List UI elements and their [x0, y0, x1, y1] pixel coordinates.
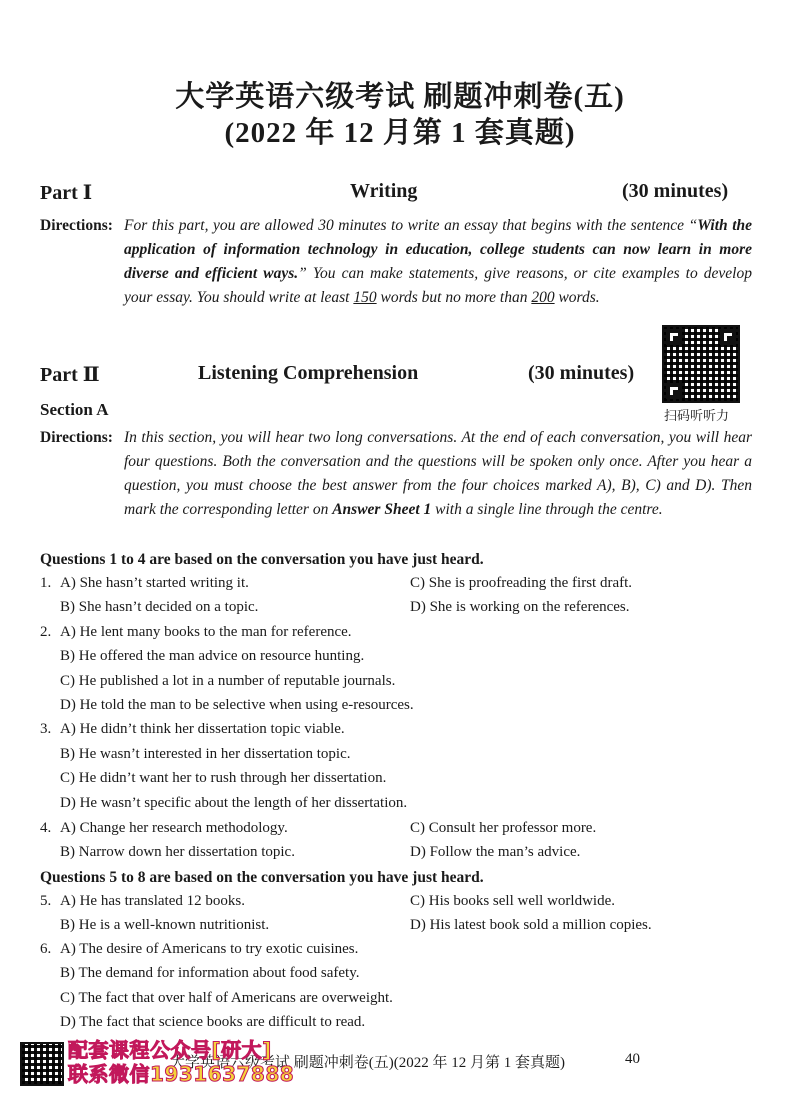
part2-directions — [40, 426, 752, 522]
option-b: B) The demand for information about food safety. — [60, 965, 360, 981]
option-c: C) She is proofreading the first draft. — [410, 575, 633, 591]
directions-label: Directions: — [40, 217, 113, 234]
directions-text: For this part, you are allowed 30 minutes to write an essay that begins with the sentence “ — [124, 217, 698, 234]
part1-name: Writing — [350, 180, 418, 202]
question-number: 6. — [40, 941, 52, 957]
directions-label: Directions: — [40, 429, 113, 446]
part2-name: Listening Comprehension — [198, 362, 419, 384]
question-number: 3. — [40, 721, 52, 737]
min-words: 150 — [353, 289, 377, 306]
watermark-stamp — [68, 1038, 294, 1086]
option-a: A) He has translated 12 books. — [60, 893, 245, 909]
page-title: 大学英语六级考试 刷题冲刺卷(五) — [175, 81, 625, 113]
option-a: A) He lent many books to the man for reference. — [60, 624, 352, 640]
option-a: A) He didn’t think her dissertation topic viable. — [60, 721, 345, 737]
option-d: D) He told the man to be selective when using e-resources. — [60, 697, 414, 713]
question-group-heading: Questions 5 to 8 are based on the conversation you have just heard. — [40, 869, 484, 886]
option-c: C) He published a lot in a number of reputable journals. — [60, 673, 396, 689]
section-a-heading: Section A — [40, 400, 109, 419]
part1-time: (30 minutes) — [622, 180, 729, 202]
option-d: D) The fact that science books are difficult to read. — [60, 1014, 366, 1030]
option-c: C) The fact that over half of Americans are overweight. — [60, 990, 393, 1006]
directions-text: words but no more than — [376, 289, 532, 306]
option-a: A) Change her research methodology. — [60, 820, 288, 836]
part2-label: Part Ⅱ — [40, 364, 100, 386]
page-number: 40 — [625, 1051, 640, 1067]
option-d: D) He wasn’t specific about the length of her dissertation. — [60, 795, 408, 811]
option-b: B) He wasn’t interested in her dissertation topic. — [60, 746, 351, 762]
directions-text: with a single line through the centre. — [431, 501, 663, 518]
option-b: B) He offered the man advice on resource hunting. — [60, 648, 365, 664]
option-d: D) His latest book sold a million copies. — [410, 917, 652, 933]
option-a: A) She hasn’t started writing it. — [60, 575, 249, 591]
question-number: 4. — [40, 820, 52, 836]
option-c: C) His books sell well worldwide. — [410, 893, 615, 909]
option-d: D) She is working on the references. — [410, 599, 630, 615]
option-b: B) He is a well-known nutritionist. — [60, 917, 270, 933]
part2-time: (30 minutes) — [528, 362, 635, 384]
option-d: D) Follow the man’s advice. — [410, 844, 581, 860]
option-c: C) He didn’t want her to rush through her dissertation. — [60, 770, 387, 786]
part1-directions-text — [124, 214, 752, 310]
part1-label: Part Ⅰ — [40, 182, 93, 204]
directions-text: In this section, you will hear two long conversations. At the end of each conversation, you will hear four questions. Both the conversation and the questions will be spoken only once. After you hear a question, you must choose the best answer from the four choices marked A), B), C) and D). Then mark the corresponding letter on — [124, 429, 752, 518]
part2-directions-text — [124, 426, 752, 522]
option-b: B) She hasn’t decided on a topic. — [60, 599, 259, 615]
page-footer: 大学英语六级考试 刷题冲刺卷(五)(2022 年 12 月第 1 套真题) — [170, 1055, 565, 1071]
question-number: 2. — [40, 624, 52, 640]
part1-directions — [40, 214, 752, 310]
directions-text: ” You can make statements, give reasons, or cite examples to develop your essay. You should write at least — [124, 265, 752, 306]
directions-text: words. — [554, 289, 600, 306]
answer-sheet-ref: Answer Sheet 1 — [332, 501, 432, 518]
question-number: 1. — [40, 575, 52, 591]
essay-prompt: With the application of information technology in education, college students can now learn in more diverse and efficient ways. — [124, 217, 753, 282]
option-c: C) Consult her professor more. — [410, 820, 597, 836]
watermark-line: 联系微信1931637888 — [68, 1062, 295, 1086]
max-words: 200 — [531, 289, 555, 306]
page-subtitle: (2022 年 12 月第 1 套真题) — [224, 117, 576, 149]
watermark-qr-icon — [20, 1042, 64, 1086]
option-a: A) The desire of Americans to try exotic cuisines. — [60, 941, 359, 957]
question-group-heading: Questions 1 to 4 are based on the conversation you have just heard. — [40, 551, 484, 568]
question-number: 5. — [40, 893, 52, 909]
qr-caption: 扫码听听力 — [664, 409, 730, 424]
option-b: B) Narrow down her dissertation topic. — [60, 844, 295, 860]
qr-code-icon[interactable] — [662, 325, 740, 403]
watermark-line: 配套课程公众号[研大] — [68, 1038, 272, 1062]
